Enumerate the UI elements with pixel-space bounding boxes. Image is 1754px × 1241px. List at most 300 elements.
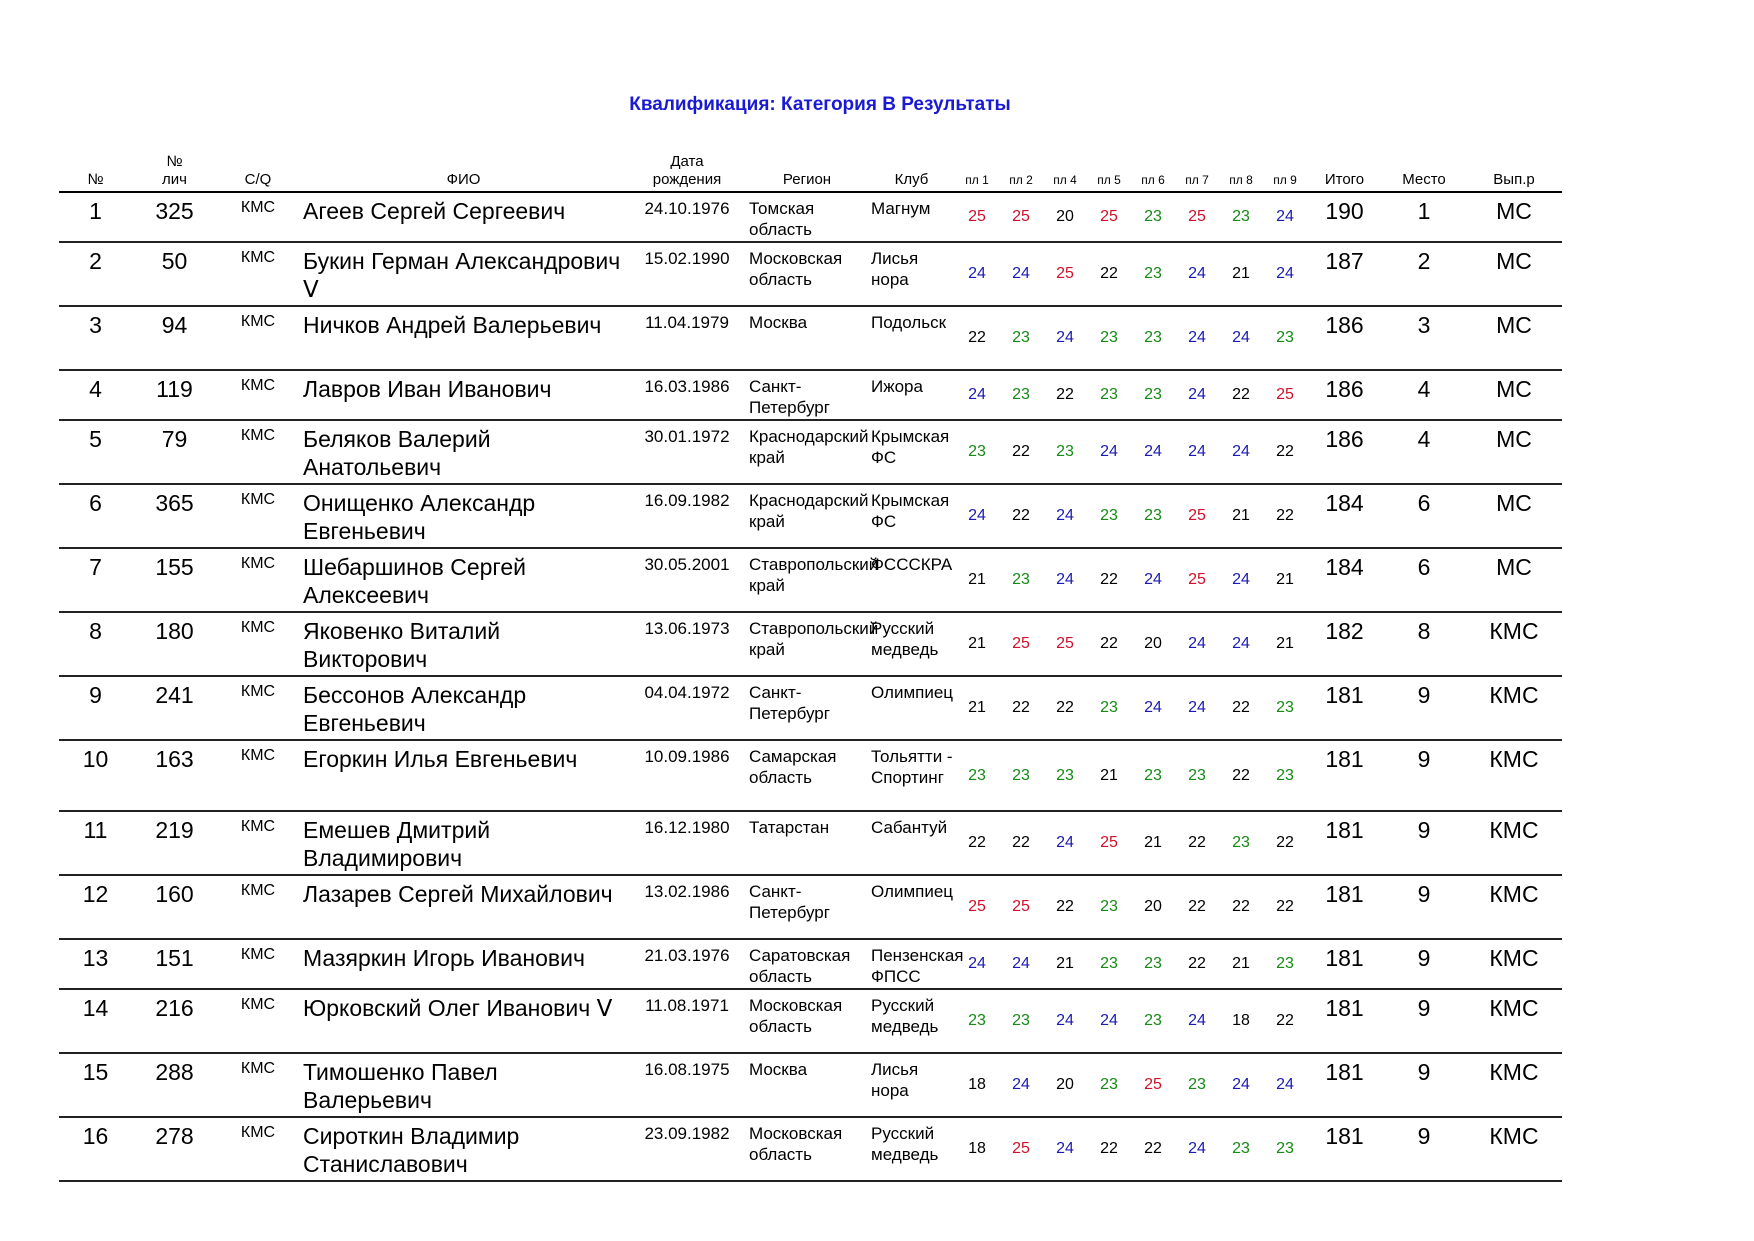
series-score: 25: [999, 612, 1043, 676]
series-score: 21: [1131, 811, 1175, 875]
series-score: 25: [1263, 370, 1307, 420]
series-score: 22: [955, 811, 999, 875]
club: Сабантуй: [868, 811, 955, 875]
series-score: 23: [1087, 1053, 1131, 1117]
table-row: [59, 1053, 1562, 1117]
row-number: 1: [59, 192, 132, 242]
series-score: 20: [1131, 612, 1175, 676]
series-score: 23: [1087, 370, 1131, 420]
series-score: 22: [1263, 811, 1307, 875]
license-number: 288: [132, 1053, 217, 1117]
rank-achieved: КМС: [1466, 875, 1562, 939]
series-score: 23: [999, 306, 1043, 370]
header-lic-line1: №: [166, 153, 183, 170]
series-score: 22: [1087, 242, 1131, 306]
series-score: 21: [1219, 484, 1263, 548]
series-score: 22: [1043, 370, 1087, 420]
birth-date: 11.04.1979: [628, 306, 746, 370]
row-number: 4: [59, 370, 132, 420]
birth-date: 13.02.1986: [628, 875, 746, 939]
row-number: 14: [59, 989, 132, 1053]
athlete-name: Шебаршинов Сергей Алексеевич: [299, 548, 628, 612]
header-series-4: пл 4: [1043, 145, 1087, 192]
total-score: 181: [1307, 1117, 1382, 1181]
series-score: 24: [955, 484, 999, 548]
class-qualification: КМС: [217, 740, 299, 811]
athlete-name: Мазяркин Игорь Иванович: [299, 939, 628, 989]
rank-achieved: КМС: [1466, 1053, 1562, 1117]
series-score: 24: [1175, 370, 1219, 420]
series-score: 24: [1043, 548, 1087, 612]
region: Ставропольский край: [746, 612, 868, 676]
rank-achieved: КМС: [1466, 740, 1562, 811]
series-score: 22: [1087, 612, 1131, 676]
row-number: 3: [59, 306, 132, 370]
series-score: 23: [1219, 811, 1263, 875]
table-row: [59, 1117, 1562, 1181]
total-score: 181: [1307, 989, 1382, 1053]
series-score: 23: [955, 989, 999, 1053]
birth-date: 11.08.1971: [628, 989, 746, 1053]
club: Крымская ФС: [868, 420, 955, 484]
series-score: 25: [999, 1117, 1043, 1181]
header-region: Регион: [746, 145, 868, 192]
club: Тольятти - Спортинг: [868, 740, 955, 811]
total-score: 181: [1307, 811, 1382, 875]
header-total: Итого: [1307, 145, 1382, 192]
license-number: 278: [132, 1117, 217, 1181]
series-score: 23: [1175, 1053, 1219, 1117]
series-score: 22: [1219, 370, 1263, 420]
series-score: 22: [1175, 939, 1219, 989]
series-score: 22: [1131, 1117, 1175, 1181]
header-club: Клуб: [868, 145, 955, 192]
series-score: 24: [1043, 1117, 1087, 1181]
series-score: 25: [999, 192, 1043, 242]
table-row: [59, 484, 1562, 548]
series-score: 21: [1087, 740, 1131, 811]
row-number: 15: [59, 1053, 132, 1117]
series-score: 22: [999, 676, 1043, 740]
series-score: 23: [1131, 989, 1175, 1053]
athlete-name: Егоркин Илья Евгеньевич: [299, 740, 628, 811]
series-score: 23: [1043, 740, 1087, 811]
series-score: 24: [1219, 306, 1263, 370]
total-score: 181: [1307, 1053, 1382, 1117]
series-score: 23: [999, 740, 1043, 811]
table-row: [59, 875, 1562, 939]
birth-date: 04.04.1972: [628, 676, 746, 740]
series-score: 22: [999, 420, 1043, 484]
series-score: 24: [999, 242, 1043, 306]
series-score: 24: [1219, 420, 1263, 484]
series-score: 22: [1263, 420, 1307, 484]
series-score: 23: [1131, 484, 1175, 548]
series-score: 24: [999, 939, 1043, 989]
row-number: 16: [59, 1117, 132, 1181]
total-score: 186: [1307, 370, 1382, 420]
series-score: 18: [1219, 989, 1263, 1053]
class-qualification: КМС: [217, 1053, 299, 1117]
series-score: 21: [1219, 242, 1263, 306]
row-number: 10: [59, 740, 132, 811]
region: Московская область: [746, 989, 868, 1053]
athlete-name: Лазарев Сергей Михайлович: [299, 875, 628, 939]
series-score: 23: [1131, 740, 1175, 811]
series-score: 22: [1263, 484, 1307, 548]
series-score: 23: [1219, 192, 1263, 242]
rank-achieved: КМС: [1466, 989, 1562, 1053]
rank-achieved: КМС: [1466, 676, 1562, 740]
header-row: [59, 145, 1562, 192]
license-number: 219: [132, 811, 217, 875]
series-score: 25: [1175, 484, 1219, 548]
birth-date: 30.01.1972: [628, 420, 746, 484]
series-score: 24: [1263, 242, 1307, 306]
series-score: 24: [1131, 676, 1175, 740]
place: 2: [1382, 242, 1466, 306]
header-series-7: пл 7: [1175, 145, 1219, 192]
series-score: 22: [999, 811, 1043, 875]
header-series-8: пл 8: [1219, 145, 1263, 192]
total-score: 181: [1307, 740, 1382, 811]
header-series-2: пл 2: [999, 145, 1043, 192]
series-score: 23: [1131, 192, 1175, 242]
series-score: 22: [1263, 989, 1307, 1053]
table-row: [59, 939, 1562, 989]
region: Самарская область: [746, 740, 868, 811]
table-row: [59, 370, 1562, 420]
class-qualification: КМС: [217, 484, 299, 548]
series-score: 24: [1263, 1053, 1307, 1117]
series-score: 23: [955, 740, 999, 811]
rank-achieved: МС: [1466, 484, 1562, 548]
series-score: 23: [1263, 939, 1307, 989]
header-series-1: пл 1: [955, 145, 999, 192]
series-score: 24: [1175, 612, 1219, 676]
region: Московская область: [746, 242, 868, 306]
athlete-name: Емешев Дмитрий Владимирович: [299, 811, 628, 875]
series-score: 22: [1087, 1117, 1131, 1181]
series-score: 22: [999, 484, 1043, 548]
place: 3: [1382, 306, 1466, 370]
table-row: [59, 548, 1562, 612]
series-score: 23: [1087, 306, 1131, 370]
club: Олимпиец: [868, 875, 955, 939]
athlete-name: Ничков Андрей Валерьевич: [299, 306, 628, 370]
birth-date: 10.09.1986: [628, 740, 746, 811]
series-score: 18: [955, 1053, 999, 1117]
total-score: 182: [1307, 612, 1382, 676]
series-score: 24: [1219, 1053, 1263, 1117]
class-qualification: КМС: [217, 939, 299, 989]
place: 8: [1382, 612, 1466, 676]
series-score: 24: [1219, 612, 1263, 676]
series-score: 23: [1087, 875, 1131, 939]
series-score: 22: [1219, 676, 1263, 740]
series-score: 23: [1087, 484, 1131, 548]
series-score: 24: [1087, 989, 1131, 1053]
series-score: 23: [1263, 740, 1307, 811]
place: 9: [1382, 875, 1466, 939]
birth-date: 13.06.1973: [628, 612, 746, 676]
total-score: 186: [1307, 420, 1382, 484]
birth-date: 16.08.1975: [628, 1053, 746, 1117]
series-score: 24: [1175, 306, 1219, 370]
header-series-9: пл 9: [1263, 145, 1307, 192]
place: 9: [1382, 989, 1466, 1053]
club: Крымская ФС: [868, 484, 955, 548]
series-score: 23: [1087, 939, 1131, 989]
athlete-name: Юрковский Олег Иванович ᐯ: [299, 989, 628, 1053]
series-score: 23: [1219, 1117, 1263, 1181]
region: Санкт-Петербург: [746, 370, 868, 420]
birth-date: 21.03.1976: [628, 939, 746, 989]
birth-date: 16.09.1982: [628, 484, 746, 548]
results-table: [59, 145, 1562, 1182]
series-score: 25: [955, 875, 999, 939]
total-score: 184: [1307, 548, 1382, 612]
region: Санкт-Петербург: [746, 875, 868, 939]
series-score: 23: [1043, 420, 1087, 484]
series-score: 23: [999, 370, 1043, 420]
series-score: 23: [999, 548, 1043, 612]
license-number: 365: [132, 484, 217, 548]
series-score: 25: [1087, 192, 1131, 242]
total-score: 181: [1307, 875, 1382, 939]
table-row: [59, 740, 1562, 811]
header-lic-line2: лич: [162, 171, 187, 188]
series-score: 24: [1131, 420, 1175, 484]
series-score: 22: [1175, 875, 1219, 939]
header-dob: [628, 145, 746, 192]
birth-date: 16.03.1986: [628, 370, 746, 420]
club: Подольск: [868, 306, 955, 370]
club: Лисья нора: [868, 242, 955, 306]
series-score: 24: [1175, 989, 1219, 1053]
series-score: 23: [999, 989, 1043, 1053]
series-score: 22: [1043, 676, 1087, 740]
club: Пензенская ФПСС: [868, 939, 955, 989]
series-score: 22: [1087, 548, 1131, 612]
series-score: 21: [955, 548, 999, 612]
license-number: 216: [132, 989, 217, 1053]
header-series-5: пл 5: [1087, 145, 1131, 192]
place: 9: [1382, 1117, 1466, 1181]
class-qualification: КМС: [217, 420, 299, 484]
birth-date: 30.05.2001: [628, 548, 746, 612]
place: 6: [1382, 548, 1466, 612]
series-score: 24: [1263, 192, 1307, 242]
license-number: 79: [132, 420, 217, 484]
header-cq: C/Q: [217, 145, 299, 192]
series-score: 21: [1219, 939, 1263, 989]
series-score: 22: [1219, 875, 1263, 939]
series-score: 18: [955, 1117, 999, 1181]
athlete-name: Сироткин Владимир Станиславович: [299, 1117, 628, 1181]
birth-date: 16.12.1980: [628, 811, 746, 875]
series-score: 24: [1175, 242, 1219, 306]
club: Ижора: [868, 370, 955, 420]
header-dob-line1: Дата: [670, 153, 704, 170]
total-score: 186: [1307, 306, 1382, 370]
class-qualification: КМС: [217, 989, 299, 1053]
athlete-name: Бессонов Александр Евгеньевич: [299, 676, 628, 740]
table-row: [59, 192, 1562, 242]
series-score: 24: [1131, 548, 1175, 612]
series-score: 25: [1175, 192, 1219, 242]
series-score: 24: [1043, 989, 1087, 1053]
license-number: 94: [132, 306, 217, 370]
series-score: 25: [1043, 612, 1087, 676]
class-qualification: КМС: [217, 306, 299, 370]
place: 4: [1382, 370, 1466, 420]
place: 9: [1382, 740, 1466, 811]
row-number: 9: [59, 676, 132, 740]
club: Магнум: [868, 192, 955, 242]
header-dob-line2: рождения: [652, 171, 722, 188]
series-score: 23: [1131, 939, 1175, 989]
series-score: 23: [1131, 370, 1175, 420]
class-qualification: КМС: [217, 612, 299, 676]
row-number: 2: [59, 242, 132, 306]
series-score: 21: [1263, 548, 1307, 612]
series-score: 24: [955, 242, 999, 306]
series-score: 22: [1043, 875, 1087, 939]
series-score: 23: [1263, 306, 1307, 370]
series-score: 22: [1263, 875, 1307, 939]
series-score: 22: [1175, 811, 1219, 875]
birth-date: 15.02.1990: [628, 242, 746, 306]
license-number: 180: [132, 612, 217, 676]
series-score: 21: [955, 612, 999, 676]
series-score: 23: [1131, 242, 1175, 306]
series-score: 23: [1087, 676, 1131, 740]
region: Саратовская область: [746, 939, 868, 989]
athlete-name: Лавров Иван Иванович: [299, 370, 628, 420]
row-number: 11: [59, 811, 132, 875]
region: Москва: [746, 1053, 868, 1117]
series-score: 24: [1043, 484, 1087, 548]
athlete-name: Беляков Валерий Анатольевич: [299, 420, 628, 484]
series-score: 24: [1175, 1117, 1219, 1181]
license-number: 119: [132, 370, 217, 420]
row-number: 7: [59, 548, 132, 612]
region: Краснодарский край: [746, 484, 868, 548]
rank-achieved: МС: [1466, 242, 1562, 306]
row-number: 13: [59, 939, 132, 989]
series-score: 22: [955, 306, 999, 370]
class-qualification: КМС: [217, 242, 299, 306]
table-row: [59, 420, 1562, 484]
class-qualification: КМС: [217, 1117, 299, 1181]
total-score: 187: [1307, 242, 1382, 306]
license-number: 155: [132, 548, 217, 612]
place: 9: [1382, 811, 1466, 875]
rank-achieved: МС: [1466, 192, 1562, 242]
row-number: 5: [59, 420, 132, 484]
header-fio: ФИО: [299, 145, 628, 192]
series-score: 24: [1175, 420, 1219, 484]
class-qualification: КМС: [217, 676, 299, 740]
license-number: 163: [132, 740, 217, 811]
series-score: 25: [1087, 811, 1131, 875]
athlete-name: Тимошенко Павел Валерьевич: [299, 1053, 628, 1117]
series-score: 25: [1175, 548, 1219, 612]
header-lic: [132, 145, 217, 192]
place: 4: [1382, 420, 1466, 484]
header-num: №: [59, 145, 132, 192]
place: 9: [1382, 939, 1466, 989]
header-rank: Вып.р: [1466, 145, 1562, 192]
club: Олимпиец: [868, 676, 955, 740]
header-place: Место: [1382, 145, 1466, 192]
region: Краснодарский край: [746, 420, 868, 484]
license-number: 241: [132, 676, 217, 740]
club: Лисья нора: [868, 1053, 955, 1117]
series-score: 20: [1131, 875, 1175, 939]
series-score: 25: [1131, 1053, 1175, 1117]
series-score: 25: [1043, 242, 1087, 306]
rank-achieved: МС: [1466, 548, 1562, 612]
header-series-6: пл 6: [1131, 145, 1175, 192]
athlete-name: Яковенко Виталий Викторович: [299, 612, 628, 676]
table-row: [59, 989, 1562, 1053]
table-row: [59, 612, 1562, 676]
series-score: 20: [1043, 1053, 1087, 1117]
series-score: 22: [1219, 740, 1263, 811]
license-number: 151: [132, 939, 217, 989]
total-score: 181: [1307, 939, 1382, 989]
series-score: 21: [1263, 612, 1307, 676]
class-qualification: КМС: [217, 370, 299, 420]
table-row: [59, 306, 1562, 370]
series-score: 21: [955, 676, 999, 740]
region: Томская область: [746, 192, 868, 242]
license-number: 50: [132, 242, 217, 306]
series-score: 24: [1043, 811, 1087, 875]
series-score: 24: [1175, 676, 1219, 740]
series-score: 25: [999, 875, 1043, 939]
series-score: 24: [955, 939, 999, 989]
club: Русский медведь: [868, 989, 955, 1053]
rank-achieved: КМС: [1466, 811, 1562, 875]
series-score: 24: [1043, 306, 1087, 370]
rank-achieved: МС: [1466, 370, 1562, 420]
athlete-name: Онищенко Александр Евгеньевич: [299, 484, 628, 548]
club: Русский медведь: [868, 1117, 955, 1181]
series-score: 23: [1263, 1117, 1307, 1181]
rank-achieved: КМС: [1466, 1117, 1562, 1181]
series-score: 23: [1131, 306, 1175, 370]
region: Москва: [746, 306, 868, 370]
series-score: 20: [1043, 192, 1087, 242]
table-row: [59, 242, 1562, 306]
rank-achieved: МС: [1466, 306, 1562, 370]
table-row: [59, 676, 1562, 740]
row-number: 8: [59, 612, 132, 676]
series-score: 23: [1175, 740, 1219, 811]
row-number: 12: [59, 875, 132, 939]
series-score: 24: [999, 1053, 1043, 1117]
rank-achieved: КМС: [1466, 612, 1562, 676]
place: 9: [1382, 1053, 1466, 1117]
athlete-name: Агеев Сергей Сергеевич: [299, 192, 628, 242]
region: Татарстан: [746, 811, 868, 875]
table-row: [59, 811, 1562, 875]
total-score: 184: [1307, 484, 1382, 548]
class-qualification: КМС: [217, 811, 299, 875]
